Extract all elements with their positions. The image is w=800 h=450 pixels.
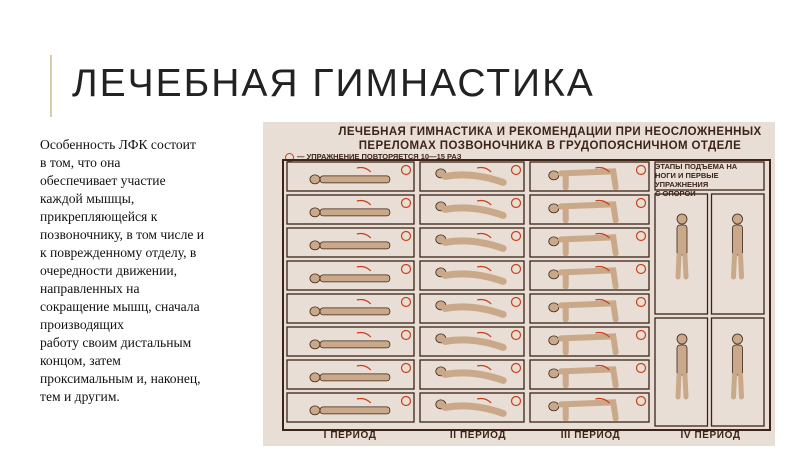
figure-head <box>549 171 559 180</box>
exercise-number-icon <box>637 298 646 307</box>
exercise-number-icon <box>512 331 521 340</box>
figure-body <box>445 175 503 183</box>
movement-arrow-icon <box>357 366 371 371</box>
body-line: концом, затем <box>40 353 121 368</box>
slide-title: ЛЕЧЕБНАЯ ГИМНАСТИКА <box>72 62 595 105</box>
exercise-number-icon <box>402 232 411 241</box>
exercise-cell <box>530 195 649 224</box>
body-line: обеспечивает участие <box>40 173 166 188</box>
exercise-number-icon <box>512 199 521 208</box>
figure-head <box>733 214 743 224</box>
movement-arrow-icon <box>477 300 491 305</box>
exercise-number-icon <box>512 166 521 175</box>
figure-body <box>320 407 390 414</box>
period-label: I ПЕРИОД <box>323 430 377 441</box>
figure-body <box>733 225 743 255</box>
body-line: тем и другим. <box>40 389 120 404</box>
figure-body <box>320 176 390 183</box>
figure-head <box>310 406 320 415</box>
movement-arrow-icon <box>357 201 371 206</box>
figure-body <box>320 374 390 381</box>
figure-body <box>561 204 616 220</box>
poster-heading-line1: ЛЕЧЕБНАЯ ГИМНАСТИКА И РЕКОМЕНДАЦИИ ПРИ НЕОСЛОЖНЕННЫХ <box>338 126 762 138</box>
title-accent-line <box>50 55 52 117</box>
body-line: сокращение мышц, сначала <box>40 299 200 314</box>
figure-body <box>445 340 503 348</box>
movement-arrow-icon <box>357 267 371 272</box>
figure-legs <box>734 255 742 277</box>
figure-body <box>445 406 503 414</box>
movement-arrow-icon <box>357 168 371 173</box>
figure-body <box>561 270 616 286</box>
figure-body <box>320 209 390 216</box>
exercise-number-icon <box>402 397 411 406</box>
movement-arrow-icon <box>477 234 491 239</box>
exercise-cell <box>530 360 649 389</box>
exercise-number-icon <box>512 397 521 406</box>
body-line: проксимальным и, наконец, <box>40 371 201 386</box>
body-line: очередности движении, <box>40 263 178 278</box>
stage-note-line: ЭТАПЫ ПОДЪЕМА НА <box>655 162 738 171</box>
movement-arrow-icon <box>477 201 491 206</box>
figure-body <box>320 275 390 282</box>
exercise-number-icon <box>512 265 521 274</box>
period-label: IV ПЕРИОД <box>680 430 741 441</box>
figure-head <box>677 334 687 344</box>
figure-body <box>733 345 743 375</box>
movement-arrow-icon <box>477 168 491 173</box>
poster-heading-line2: ПЕРЕЛОМАХ ПОЗВОНОЧНИКА В ГРУДОПОЯСНИЧНОМ ОТДЕЛЕ <box>358 140 742 152</box>
exercise-number-icon <box>637 364 646 373</box>
exercise-cell <box>530 162 649 191</box>
movement-arrow-icon <box>477 267 491 272</box>
stage-note-line: С ОПОРОЙ <box>655 189 696 198</box>
exercise-number-icon <box>637 199 646 208</box>
figure-head <box>310 340 320 349</box>
movement-arrow-icon <box>477 399 491 404</box>
figure-body <box>561 303 616 319</box>
figure-head <box>310 274 320 283</box>
exercise-number-icon <box>402 265 411 274</box>
legend-text: — УПРАЖНЕНИЕ ПОВТОРЯЕТСЯ 10—15 РАЗ <box>297 152 462 161</box>
exercise-number-icon <box>637 397 646 406</box>
figure-head <box>549 369 559 378</box>
exercise-number-icon <box>637 166 646 175</box>
figure-head <box>549 204 559 213</box>
figure-head <box>733 334 743 344</box>
exercise-cell <box>530 294 649 323</box>
period-label: II ПЕРИОД <box>449 430 507 441</box>
figure-head <box>549 303 559 312</box>
figure-body <box>677 225 687 255</box>
figure-body <box>561 402 616 418</box>
movement-arrow-icon <box>357 300 371 305</box>
figure-body <box>445 373 503 381</box>
movement-arrow-icon <box>357 399 371 404</box>
body-line: направленных на <box>40 281 140 296</box>
movement-arrow-icon <box>477 366 491 371</box>
body-text <box>40 136 262 406</box>
figure-head <box>310 175 320 184</box>
exercise-number-icon <box>637 331 646 340</box>
exercise-number-icon <box>402 298 411 307</box>
body-line: Особенность ЛФК состоит <box>40 137 196 152</box>
figure-body <box>677 345 687 375</box>
body-line: прикрепляющейся к <box>40 209 158 224</box>
figure-head <box>310 373 320 382</box>
body-line: работу своим дистальным <box>40 335 192 350</box>
exercise-poster-image <box>263 122 775 446</box>
stage-note <box>655 162 765 198</box>
exercise-number-icon <box>402 331 411 340</box>
exercise-cell <box>530 327 649 356</box>
exercise-cell <box>530 261 649 290</box>
exercise-number-icon <box>512 364 521 373</box>
movement-arrow-icon <box>357 234 371 239</box>
figure-body <box>561 237 616 253</box>
figure-head <box>549 336 559 345</box>
figure-body <box>561 171 616 187</box>
figure-body <box>320 242 390 249</box>
figure-body <box>320 308 390 315</box>
exercise-cell <box>530 228 649 257</box>
body-line: к поврежденному отделу, в <box>40 245 197 260</box>
figure-head <box>310 208 320 217</box>
body-line: позвоночнику, в том числе и <box>40 227 205 242</box>
exercise-number-icon <box>512 232 521 241</box>
figure-body <box>320 341 390 348</box>
figure-head <box>310 307 320 316</box>
figure-body <box>561 336 616 352</box>
exercise-number-icon <box>402 199 411 208</box>
body-line: в том, что она <box>40 155 121 170</box>
exercise-number-icon <box>637 232 646 241</box>
body-line: каждой мышцы, <box>40 191 135 206</box>
figure-body <box>561 369 616 385</box>
figure-head <box>677 214 687 224</box>
figure-legs <box>734 375 742 397</box>
exercise-cell <box>530 393 649 422</box>
period-label: III ПЕРИОД <box>560 430 621 441</box>
exercise-number-icon <box>402 166 411 175</box>
figure-legs <box>678 375 686 397</box>
body-line: производящих <box>40 317 124 332</box>
figure-head <box>549 402 559 411</box>
figure-head <box>549 270 559 279</box>
figure-body <box>445 274 503 282</box>
figure-body <box>445 307 503 315</box>
figure-head <box>310 241 320 250</box>
figure-body <box>445 208 503 216</box>
movement-arrow-icon <box>477 333 491 338</box>
exercise-number-icon <box>402 364 411 373</box>
figure-body <box>445 241 503 249</box>
stage-note-line: УПРАЖНЕНИЯ <box>655 180 709 189</box>
movement-arrow-icon <box>357 333 371 338</box>
figure-legs <box>678 255 686 277</box>
exercise-number-icon <box>512 298 521 307</box>
figure-head <box>549 237 559 246</box>
stage-note-line: НОГИ И ПЕРВЫЕ <box>655 171 719 180</box>
exercise-number-icon <box>637 265 646 274</box>
